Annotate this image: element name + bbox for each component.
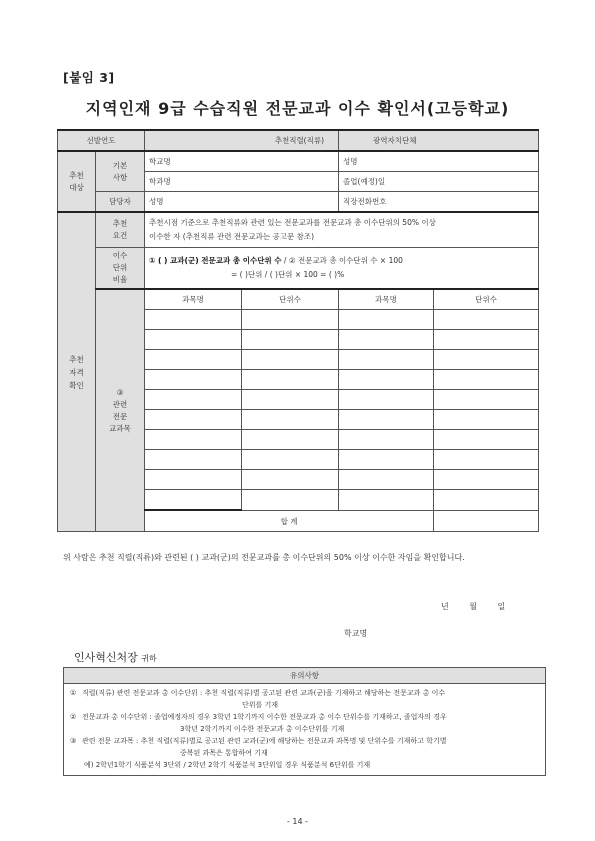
- basic-info-label: 기본 사항: [96, 151, 145, 192]
- confirmation-text: 위 사람은 추천 직렬(직류)와 관련된 ( ) 교과(군)의 전문교과를 총 이수단위의 50% 이상 이수한 자임을 확인합니다.: [63, 553, 465, 562]
- unit-col-2: 단위수: [434, 289, 539, 310]
- target-label: 추천 대상: [58, 151, 96, 212]
- subject-col-1: 과목명: [145, 289, 242, 310]
- qualification-label: 추천 자격 확인: [58, 212, 96, 532]
- notes-header: 유의사항: [64, 668, 545, 684]
- attachment-label: [붙임 3]: [63, 70, 115, 85]
- subject-col-2: 과목명: [339, 289, 434, 310]
- requirement-text-line-2: 이수한 자 (추천직류 관련 전문교과는 공고문 참조): [149, 232, 315, 241]
- manager-label: 담당자: [96, 192, 145, 213]
- name-label: 성명: [339, 151, 539, 172]
- recipient-suffix: 귀하: [141, 654, 157, 663]
- note-text: 전문교과 총 이수단위 : 졸업예정자의 경우 3학년 1학기까지 이수한 전문교과 총 이수 단위수를 기재하고, 졸업자의 경우: [82, 713, 447, 721]
- page-title: 지역인재 9급 수습직원 전문교과 이수 확인서(고등학교): [85, 99, 510, 118]
- school-name-signature: 학교명: [344, 629, 368, 638]
- graduation-label: 졸업(예정)일: [339, 172, 539, 192]
- unit-col-1: 단위수: [242, 289, 339, 310]
- requirement-label: 추천 요건: [96, 212, 145, 248]
- note-number: ③: [70, 737, 77, 745]
- school-name-label: 학교명: [145, 151, 339, 172]
- date-line: 년 월 일: [441, 602, 506, 611]
- province-label: 광역자치단체: [339, 130, 539, 151]
- notes-box: [63, 667, 546, 776]
- ratio-formula: = ( )단위 / ( )단위 × 100 = ( )%: [231, 270, 345, 279]
- manager-name-label: 성명: [145, 192, 339, 213]
- note-example: 예) 2학년1학기 식품분석 3단위 / 2학년 2학기 식품분석 3단위일 경우 식품분석 6단위를 기재: [84, 761, 371, 769]
- note-item: [70, 687, 541, 699]
- note-text: 직렬(직류) 관련 전문교과 총 이수단위 : 추천 직렬(직류)별 공고된 관련 교과(군)을 기재하고 해당하는 전문교과 총 이수: [82, 689, 446, 697]
- recipient-title: 인사혁신처장: [74, 651, 138, 664]
- page-number: - 14 -: [286, 817, 309, 826]
- total-label: 합 계: [145, 510, 434, 532]
- ratio-label: 이수 단위 비율: [96, 248, 145, 290]
- confirmation-form-table: [57, 129, 539, 532]
- selection-year-label: 선발연도: [58, 130, 145, 151]
- note-number: ②: [70, 713, 77, 721]
- note-continuation: 중복된 과목은 통합하여 기재: [180, 749, 268, 757]
- ratio-text-bold: ① ( ) 교과(군) 전문교과 총 이수단위 수: [149, 256, 282, 265]
- requirement-text-line-1: 추천시점 기준으로 추천직류와 관련 있는 전문교과를 전문교과 총 이수단위의 50% 이상: [149, 218, 436, 227]
- recommended-job-label: 추천직렬(직류): [145, 130, 339, 151]
- related-subjects-label: ③ 관련 전문 교과목: [96, 289, 145, 532]
- note-continuation: 3학년 2학기까지 이수한 전문교과 총 이수단위를 기재: [180, 725, 345, 733]
- department-label: 학과명: [145, 172, 339, 192]
- note-continuation: 단위를 기재: [242, 701, 279, 709]
- total-value: [434, 510, 539, 532]
- office-phone-label: 직장전화번호: [339, 192, 539, 213]
- note-item: [70, 711, 541, 723]
- ratio-text-rest: / ② 전문교과 총 이수단위 수 × 100: [281, 256, 403, 265]
- note-text: 관련 전문 교과목 : 추천 직렬(직류)별로 공고된 관련 교과(군)에 해당하는 전문교과 과목명 및 단위수를 기재하고 학기별: [82, 737, 447, 745]
- note-number: ①: [70, 689, 77, 697]
- note-item: [70, 735, 541, 747]
- recipient: [74, 649, 157, 665]
